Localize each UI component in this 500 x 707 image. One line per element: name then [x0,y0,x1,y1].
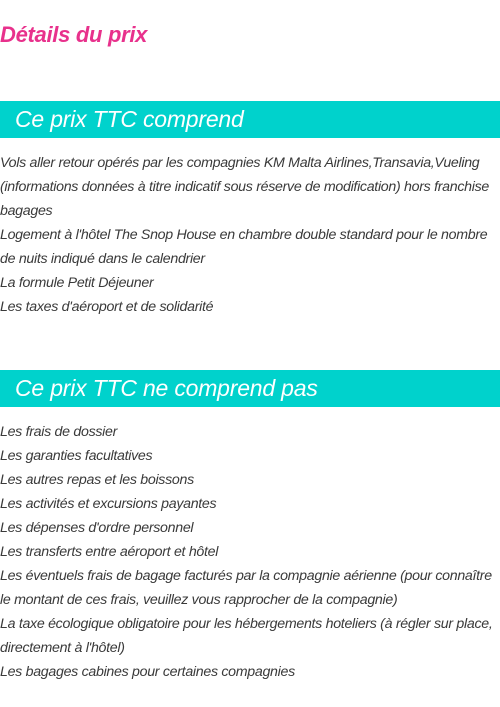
list-item: Logement à l'hôtel The Snop House en chambre double standard pour le nombre de nuits indiqué dans le calendrier [0,227,488,267]
list-item: Les dépenses d'ordre personnel [0,520,194,536]
list-item: Les éventuels frais de bagage facturés par la compagnie aérienne (pour connaître le montant de ces frais, veuillez vous rapprocher de la compagnie) [0,568,492,608]
excluded-list [0,407,500,684]
included-section [0,101,500,319]
excluded-heading: Ce prix TTC ne comprend pas [0,370,500,407]
page-title: Détails du prix [0,22,148,47]
list-item: Vols aller retour opérés par les compagnies KM Malta Airlines,Transavia,Vueling (informations données à titre indicatif sous réserve de modification) hors franchise bagages [0,155,489,219]
list-item: Les frais de dossier [0,424,118,440]
included-heading: Ce prix TTC comprend [0,101,500,138]
list-item: Les taxes d'aéroport et de solidarité [0,299,214,315]
list-item: La formule Petit Déjeuner [0,275,154,291]
list-item: Les transferts entre aéroport et hôtel [0,544,219,560]
excluded-section [0,370,500,684]
list-item: Les garanties facultatives [0,448,153,464]
list-item: La taxe écologique obligatoire pour les hébergements hoteliers (à régler sur place, directement à l'hôtel) [0,616,493,656]
included-list [0,138,500,319]
list-item: Les activités et excursions payantes [0,496,217,512]
list-item: Les bagages cabines pour certaines compagnies [0,664,295,680]
list-item: Les autres repas et les boissons [0,472,194,488]
